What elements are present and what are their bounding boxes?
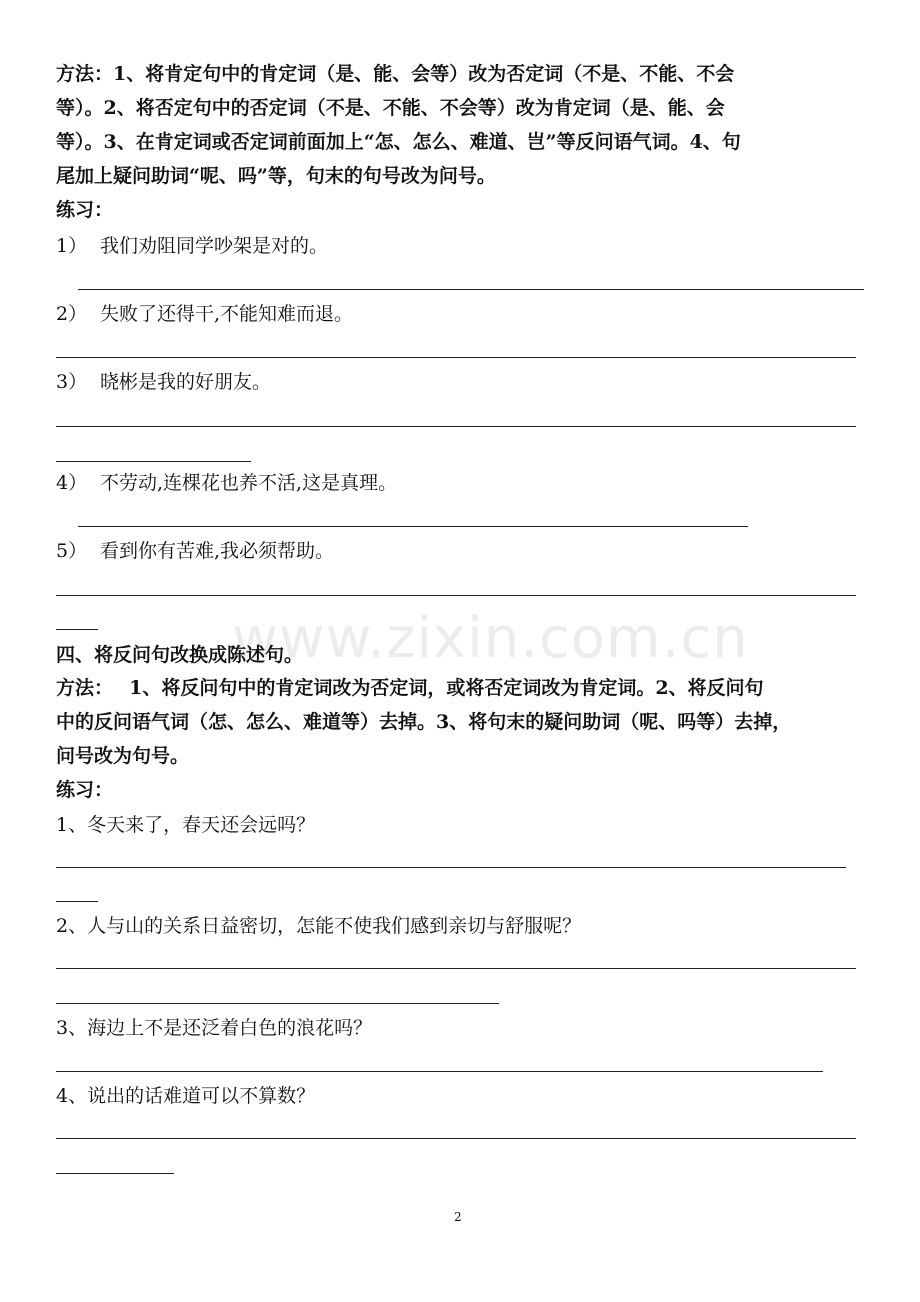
item-text: 不劳动,连棵花也养不活,这是真理。 (100, 472, 398, 494)
exercise-item-5 (56, 542, 334, 561)
watermark: www.zixin.com.cn (232, 606, 749, 671)
method-line-1: 方法：1、将肯定句中的肯定词（是、能、会等）改为否定词（不是、不能、不会 (56, 63, 735, 85)
answer-line[interactable] (78, 289, 864, 290)
section-heading: 四、将反问句改换成陈述句。 (56, 644, 304, 666)
item-text: 看到你有苦难,我必须帮助。 (100, 540, 335, 562)
exercise-item-2 (56, 305, 353, 324)
practice-label: 练习： (56, 199, 114, 221)
exercise-item-3: 3、海边上不是还泛着白色的浪花吗？ (56, 1017, 373, 1039)
item-text: 晓彬是我的好朋友。 (100, 371, 272, 393)
method-line-2: 中的反问语气词（怎、怎么、难道等）去掉。3、将句末的疑问助词（呢、吗等）去掉， (56, 711, 792, 733)
item-text: 失败了还得干,不能知难而退。 (100, 303, 354, 325)
exercise-item-3 (56, 373, 271, 392)
method-line-3: 等）。3、在肯定词或否定词前面加上“怎、怎么、难道、岂”等反问语气词。4、句 (56, 131, 741, 153)
exercise-item-4 (56, 474, 397, 493)
answer-line[interactable] (56, 357, 856, 358)
answer-line-continuation[interactable] (56, 1003, 499, 1004)
method-line-1: 方法： 1、将反问句中的肯定词改为否定词，或将否定词改为肯定词。2、将反问句 (56, 677, 764, 699)
answer-line[interactable] (78, 526, 748, 527)
item-number: 1） (56, 235, 88, 257)
item-number: 3） (56, 371, 88, 393)
answer-line-continuation[interactable] (56, 1173, 174, 1174)
answer-line[interactable] (56, 426, 856, 427)
item-text: 我们劝阻同学吵架是对的。 (100, 235, 329, 257)
method-line-3: 问号改为句号。 (56, 745, 190, 767)
answer-line[interactable] (56, 867, 846, 868)
item-number: 2） (56, 303, 88, 325)
practice-label: 练习： (56, 779, 114, 801)
exercise-item-2: 2、人与山的关系日益密切，怎能不使我们感到亲切与舒服呢？ (56, 915, 582, 937)
exercise-item-1: 1、冬天来了，春天还会远吗？ (56, 814, 316, 836)
item-number: 4） (56, 472, 88, 494)
answer-line[interactable] (56, 968, 856, 969)
answer-line[interactable] (56, 1071, 823, 1072)
exercise-item-1 (56, 237, 328, 256)
answer-line-continuation[interactable] (56, 901, 98, 902)
method-line-4: 尾加上疑问助词“呢、吗”等，句末的句号改为问号。 (56, 165, 496, 187)
exercise-item-4: 4、说出的话难道可以不算数？ (56, 1085, 316, 1107)
answer-line[interactable] (56, 1138, 856, 1139)
item-number: 5） (56, 540, 88, 562)
method-line-2: 等）。2、将否定句中的否定词（不是、不能、不会等）改为肯定词（是、能、会 (56, 97, 725, 119)
answer-line-continuation[interactable] (56, 461, 251, 462)
answer-line-continuation[interactable] (56, 629, 98, 630)
page-number: 2 (454, 1210, 462, 1224)
answer-line[interactable] (56, 595, 856, 596)
